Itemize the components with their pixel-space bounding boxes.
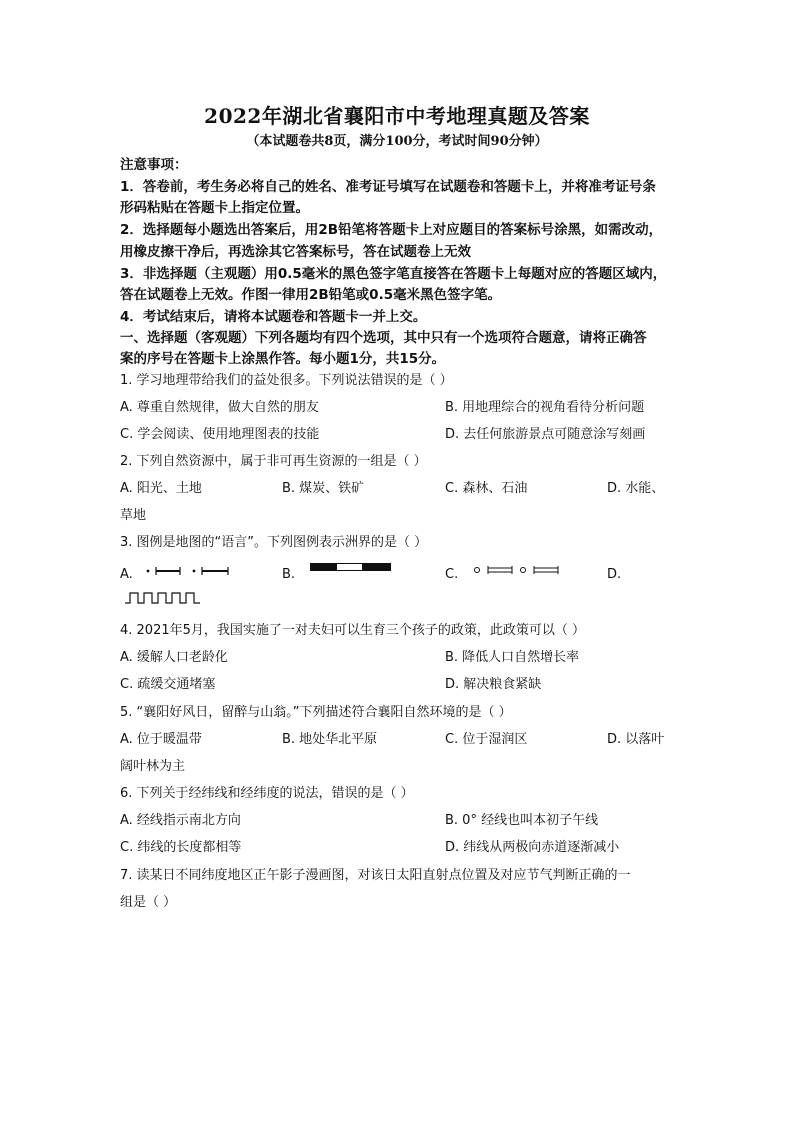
question-stem: 5. “襄阳好风日，留醉与山翁。”下列描述符合襄阳自然环境的是（ ） bbox=[120, 705, 512, 720]
question-stem: 1. 学习地理带给我们的益处很多。下列说法错误的是（ ） bbox=[120, 373, 453, 388]
section-heading: 案的序号在答题卡上涂黑作答。每小题1分，共15分。 bbox=[120, 351, 446, 367]
option-a: A. 尊重自然规律，做大自然的朋友 bbox=[120, 400, 319, 415]
option-c: C. 位于湿润区 bbox=[445, 732, 528, 747]
option-b: B. 地处华北平原 bbox=[282, 732, 378, 747]
option-d-continued: 阔叶林为主 bbox=[120, 759, 186, 774]
option-d: D. 纬线从两极向赤道逐渐减小 bbox=[445, 840, 620, 855]
option-a: A. 位于暖温带 bbox=[120, 732, 202, 747]
option-a: A. 阳光、土地 bbox=[120, 481, 202, 496]
notice-line: 4．考试结束后，请将本试题卷和答题卡一并上交。 bbox=[120, 309, 427, 325]
option-d: D. 水能、 bbox=[607, 481, 665, 496]
legend-symbol-b-icon bbox=[310, 563, 392, 573]
question-stem: 6. 下列关于经纬线和经纬度的说法，错误的是（ ） bbox=[120, 786, 414, 801]
section-heading: 一、选择题（客观题）下列各题均有四个选项，其中只有一个选项符合题意，请将正确答 bbox=[120, 330, 647, 346]
question-stem: 7. 读某日不同纬度地区正午影子漫画图，对该日太阳直射点位置及对应节气判断正确的一 bbox=[120, 868, 631, 883]
option-a: A. 经线指示南北方向 bbox=[120, 813, 241, 828]
legend-symbol-a-icon bbox=[142, 565, 232, 579]
option-d-continued: 草地 bbox=[120, 508, 147, 523]
option-a: A. bbox=[120, 567, 133, 582]
option-c: C. 纬线的长度都相等 bbox=[120, 840, 242, 855]
legend-symbol-d-icon bbox=[124, 591, 204, 605]
option-d: D. 去任何旅游景点可随意涂写刻画 bbox=[445, 427, 646, 442]
option-b: B. 用地理综合的视角看待分析问题 bbox=[445, 400, 645, 415]
notice-heading: 注意事项： bbox=[120, 157, 188, 173]
notice-line: 形码粘贴在答题卡上指定位置。 bbox=[120, 200, 309, 216]
notice-line: 答在试题卷上无效。作图一律用2B铅笔或0.5毫米黑色签字笔。 bbox=[120, 287, 502, 303]
option-c: C. 学会阅读、使用地理图表的技能 bbox=[120, 427, 320, 442]
option-c: C. 森林、石油 bbox=[445, 481, 528, 496]
option-d: D. 解决粮食紧缺 bbox=[445, 677, 542, 692]
option-c: C. 疏缓交通堵塞 bbox=[120, 677, 216, 692]
option-a: A. 缓解人口老龄化 bbox=[120, 650, 228, 665]
notice-line: 用橡皮擦干净后，再选涂其它答案标号，答在试题卷上无效 bbox=[120, 244, 471, 260]
option-d: D. bbox=[607, 567, 622, 582]
question-stem: 4. 2021年5月，我国实施了一对夫妇可以生育三个孩子的政策，此政策可以（ ） bbox=[120, 623, 586, 638]
option-b: B. 煤炭、铁矿 bbox=[282, 481, 365, 496]
option-b: B. 0° 经线也叫本初子午线 bbox=[445, 813, 599, 828]
option-c: C. bbox=[445, 567, 459, 582]
exam-subtitle: （本试题卷共8页，满分100分，考试时间90分钟） bbox=[246, 134, 548, 149]
notice-line: 1．答卷前，考生务必将自己的姓名、准考证号填写在试题卷和答题卡上，并将准考证号条 bbox=[120, 179, 656, 195]
notice-line: 2．选择题每小题选出答案后，用2B铅笔将答题卡上对应题目的答案标号涂黑，如需改动， bbox=[120, 222, 663, 238]
notice-line: 3．非选择题（主观题）用0.5毫米的黑色签字笔直接答在答题卡上每题对应的答题区域内， bbox=[120, 266, 667, 282]
exam-title: 2022年湖北省襄阳市中考地理真题及答案 bbox=[204, 104, 590, 128]
question-stem: 3. 图例是地图的“语言”。下列图例表示洲界的是（ ） bbox=[120, 535, 428, 550]
option-b: B. bbox=[282, 567, 296, 582]
question-stem: 2. 下列自然资源中，属于非可再生资源的一组是（ ） bbox=[120, 454, 427, 469]
option-d: D. 以落叶 bbox=[607, 732, 665, 747]
question-stem-continued: 组是（ ） bbox=[120, 895, 177, 910]
option-b: B. 降低人口自然增长率 bbox=[445, 650, 580, 665]
legend-symbol-c-icon bbox=[472, 564, 562, 576]
